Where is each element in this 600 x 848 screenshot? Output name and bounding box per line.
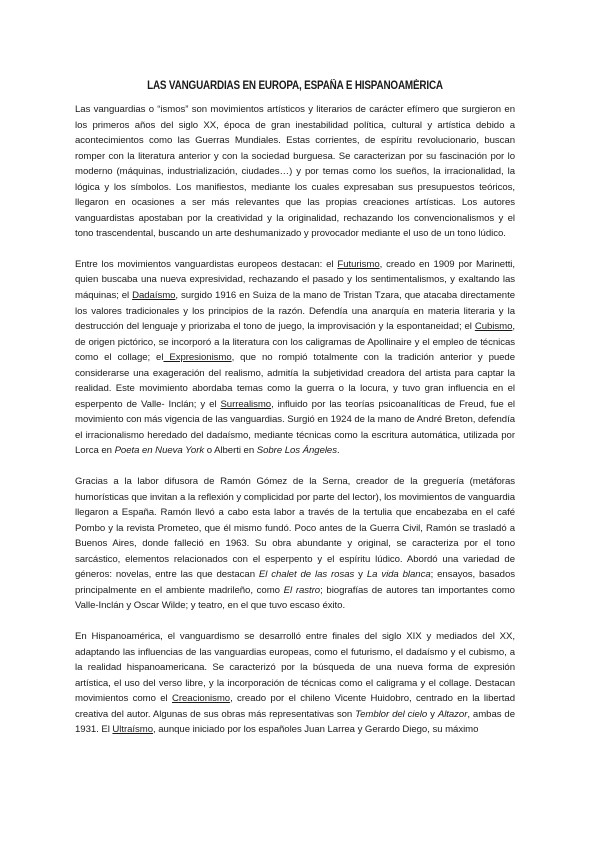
work-title-temblor: Temblor del cielo [355,708,428,720]
text-run: Entre los movimientos vanguardistas europeos destacan: el [75,258,338,270]
term-dadaismo: Dadaísmo [132,290,176,302]
text-run: , influido por las teorías psicoanalíticas de Freud, fue el movimiento con más vigencia de las vanguardias. Surgió en 1924 de la mano de André Breton, defendía el irracionalismo heredado del dadaísmo, mediante técnicas como la escritura automática, utilizada por Lorca en [75,398,515,457]
text-run: . [336,445,340,457]
text-run: , creado por el chileno Vicente Huidobro, centrado en la libertad creativa del autor. Algunas de sus obras más representativas son [75,693,515,720]
work-title-altazor: Altazor [437,708,468,720]
text-run: y [427,708,438,720]
work-title-vida: La vida blanca [366,569,431,581]
term-expresionismo: Expresionismo [163,352,232,364]
paragraph-spain [75,474,515,614]
text-run: , surgido 1916 en Suiza de la mano de Tristan Tzara, que atacaba directamente los valores tradicionales y los principios de la razón. Defendía una anarquía en materia literaria y la destrucción del lenguaje y priorizaba el tono de juego, la improvisación y la espontaneidad; el [75,290,515,333]
work-title-rastro: El rastro [283,584,321,596]
text-run: ; biografías de autores tan importantes como Valle-Inclán y Oscar Wilde; y teatro, en el que tuvo escaso éxito. [75,584,515,612]
paragraph-hispanoamerica [75,629,515,738]
text-run: y [354,569,367,581]
text-run: Gracias a la labor difusora de Ramón Gómez de la Serna, creador de la greguería (metáforas humorísticas que invitan a la reflexión y complicidad por parte del lector), los movimientos de vanguardia llegaron a España. Ramón llevó a cabo esta labor a través de la tertulia que encabezaba en el café Pombo y la revista Prometeo, que él mismo fundó. Poco antes de la Guerra Civil, Ramón se trasladó a Buenos Aires, donde falleció en 1963. Su obra abundante y original, se caracteriza por el tono sarcástico, elementos relacionados con el esperpento y el espíritu lúdico. Abordó una variedad de géneros: novelas, entre las que destacan [75,476,515,581]
term-cubismo: Cubismo [474,321,513,333]
text-run: ; ensayos, basados principalmente en el ambiente madrileño, como [75,569,515,596]
text-run: , aunque iniciado por los españoles Juan Larrea y Gerardo Diego, su máximo [153,724,479,736]
work-title-angeles: Sobre Los Ángeles [256,445,337,457]
text-run: o Alberti en [204,445,257,457]
page-title: LAS VANGUARDIAS EN EUROPA, ESPAÑA E HISPANOAMÉRICA [147,80,443,92]
text-run: , ambas de 1931. El [75,708,516,736]
term-ultraismo: Ultraísmo [112,724,154,736]
text-run: , que no rompió totalmente con la tradición anterior y puede considerarse una exageración del realismo, admitía la subjetividad creadora del artista para captar la realidad. Este movimiento abordaba temas como la guerra o la locura, y tuvo gran influencia en el esperpento de Valle- Inclán; y el [75,352,515,410]
text-run: En Hispanoamérica, el vanguardismo se desarrolló entre finales del siglo XIX y mediados del XX, adaptando las influencias de las vanguardias europeas, como el futurismo, el dadaísmo y el cubismo, a la realidad hispanoamericana. Se caracterizó por la búsqueda de una nueva forma de expresión artística, el uso del verso libre, y la incorporación de técnicas como el caligrama y el collage. Destacan movimientos como el [75,630,515,705]
work-title-chalet: El chalet de las rosas [258,569,355,581]
term-creacionismo: Creacionismo [172,693,231,705]
text-run: , de origen pictórico, se incorporó a la literatura con los caligramas de Apollinaire y el empleo de técnicas como el collage; el [75,321,515,364]
term-surrealismo: Surrealismo [220,398,272,410]
term-futurismo: Futurismo [337,258,380,270]
paragraph-intro: Las vanguardias o “ismos” son movimientos artísticos y literarios de carácter efímero que surgieron en los primeros años del siglo XX, época de gran inestabilidad política, cultural y artística debido a acontecimientos como las Guerras Mundiales. Estas corrientes, de espíritu revolucionario, buscan romper con la literatura anterior y con la sociedad burguesa. Se caracterizan por su fascinación por lo moderno (máquinas, industrialización, ciudades…) y por temas como los sueños, la irracionalidad, la lógica y los símbolos. Los manifiestos, mediante los cuales expresaban sus presupuestos teóricos, llegaron en ocasiones a ser más relevantes que las propias creaciones artísticas. Los autores vanguardistas apostaban por la creatividad y la originalidad, rechazando los convencionalismos y el tono trascendental, buscando un arte deshumanizado y provocador mediante el uso de un tono lúdico. [75,104,515,240]
text-run: , creado en 1909 por Marinetti, quien buscaba una nueva expresividad, rechazando el pasado y los sentimentalismos, y exaltando las máquinas; el [75,258,516,302]
work-title-poeta: Poeta en Nueva York [114,445,205,457]
paragraph-european-movements [75,257,515,459]
